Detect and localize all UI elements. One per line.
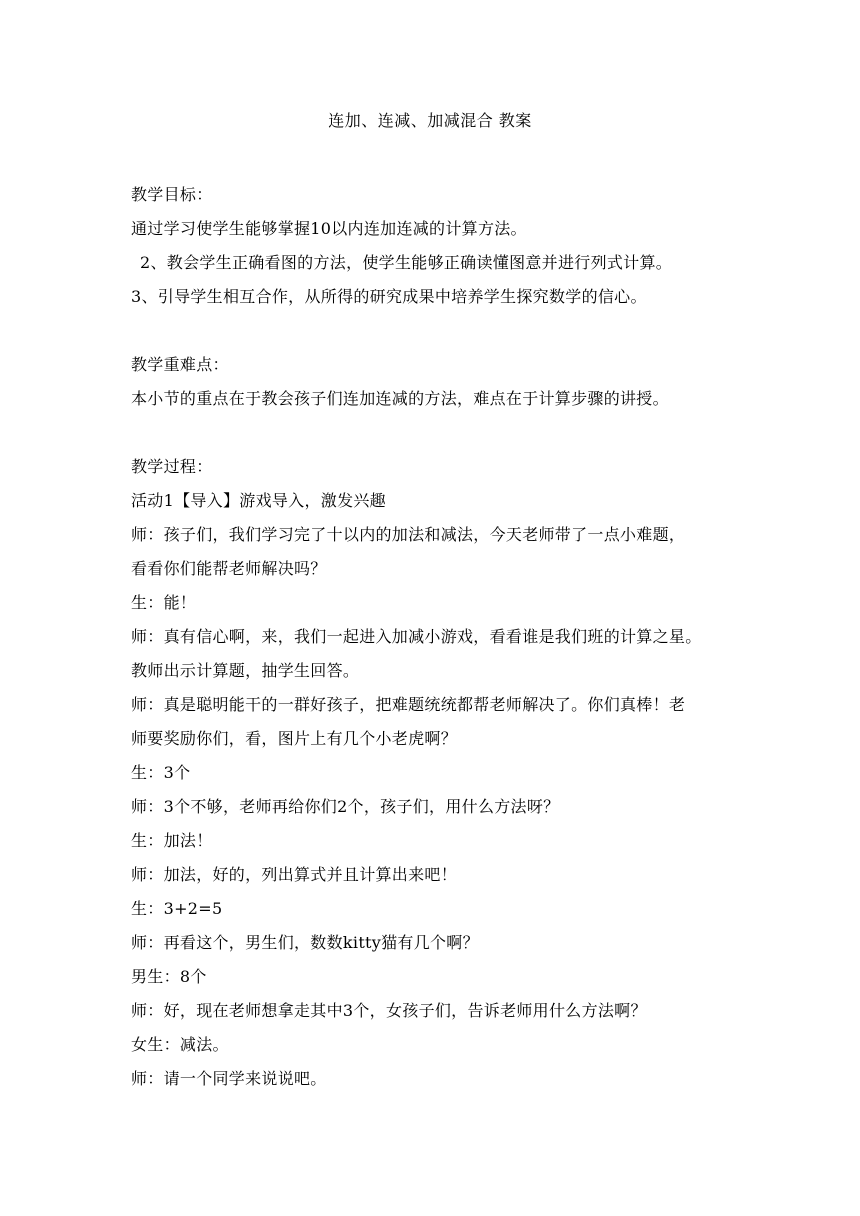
process-line: 男生：8个 — [131, 967, 207, 986]
goal-item-1: 通过学习使学生能够掌握10以内连加连减的计算方法。 — [131, 219, 527, 238]
process-line: 看看你们能帮老师解决吗？ — [131, 559, 327, 578]
process-line: 活动1【导入】游戏导入，激发兴趣 — [131, 491, 386, 510]
paragraph-gap — [131, 314, 743, 348]
process-line: 师：孩子们，我们学习完了十以内的加法和减法，今天老师带了一点小难题， — [131, 525, 686, 544]
process-line: 生：加法！ — [131, 831, 213, 850]
goal-item-3: 3、引导学生相互合作，从所得的研究成果中培养学生探究数学的信心。 — [131, 287, 647, 306]
process-line: 师：真是聪明能干的一群好孩子，把难题统统都帮老师解决了。你们真棒！老 — [131, 695, 686, 714]
key-points-heading: 教学重难点： — [131, 355, 229, 374]
process-line: 师：好，现在老师想拿走其中3个，女孩子们，告诉老师用什么方法啊？ — [131, 1001, 647, 1020]
document-title: 连加、连减、加减混合 教案 — [328, 111, 532, 130]
paragraph-gap — [131, 416, 743, 450]
document-body — [131, 178, 743, 1096]
goals-heading: 教学目标： — [131, 185, 213, 204]
key-points-text: 本小节的重点在于教会孩子们连加连减的方法，难点在于计算步骤的讲授。 — [131, 389, 669, 408]
process-line: 师：请一个同学来说说吧。 — [131, 1069, 327, 1088]
goal-item-2: 2、教会学生正确看图的方法，使学生能够正确读懂图意并进行列式计算。 — [140, 253, 673, 272]
process-heading: 教学过程： — [131, 457, 213, 476]
process-line: 生：能！ — [131, 593, 197, 612]
process-line: 师：加法，好的，列出算式并且计算出来吧！ — [131, 865, 458, 884]
process-line: 师：真有信心啊，来，我们一起进入加减小游戏，看看谁是我们班的计算之星。 — [131, 627, 702, 646]
process-line: 生：3+2=5 — [131, 899, 223, 918]
process-line: 女生：减法。 — [131, 1035, 229, 1054]
process-line: 师：再看这个，男生们，数数kitty猫有几个啊？ — [131, 933, 479, 952]
process-line: 师：3个不够，老师再给你们2个，孩子们，用什么方法呀？ — [131, 797, 560, 816]
process-line: 教师出示计算题，抽学生回答。 — [131, 661, 360, 680]
process-line: 师要奖励你们，看，图片上有几个小老虎啊？ — [131, 729, 458, 748]
process-line: 生：3个 — [131, 763, 191, 782]
